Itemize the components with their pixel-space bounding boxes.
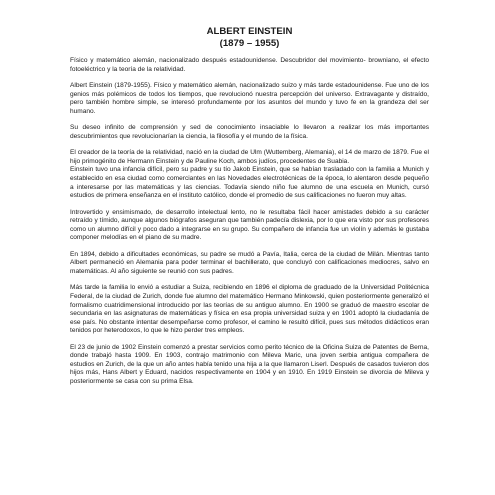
paragraph-character: Introvertido y ensimismado, de desarrollo intelectual lento, no le resultaba fácil hacer amistades debido a su carácter retraído y tímido, aunque algunos biógrafos aseguran que también padecía dislexia, por lo que era visto por sus profesores como un alumno difícil y poco dado a integrarse en su grupo. Su compañero de infancia fue un violín y además le gustaba componer melodías en el piano de su madre. xyxy=(70,208,429,242)
document-subtitle: (1879 – 1955) xyxy=(219,38,280,49)
paragraph-switzerland: Más tarde la familia lo envió a estudiar a Suiza, recibiendo en 1896 el diploma de graduado de la Universidad Politécnica Federal, de la ciudad de Zurich, donde fue alumno del matemático Hermano Minkowski, quien posteriormente generalizó el formalismo cuatridimensional introducido por las teorías de su antiguo alumno. En 1900 se graduó de maestro escolar de secundaria en las asignaturas de matemáticas y física en esa propia universidad suiza y en 1901 adoptó la ciudadanía de ese país. No obstante intentar desempeñarse como profesor, el camino le resultó difícil, pues sus métodos didácticos eran tenidos por heterodoxos, lo que le hizo perder tres empleos. xyxy=(70,284,429,335)
paragraph-desire: Su deseo infinito de comprensión y sed de conocimiento insaciable lo llevaron a realizar los más importantes descubrimientos que revolucionarían la ciencia, la filosofía y el mundo de la física. xyxy=(70,124,429,140)
paragraph-childhood: Einstein tuvo una infancia difícil, pero su padre y su tío Jakob Einstein, que se habían trasladado con la familia a Munich y establecido en esa ciudad como comerciantes en las Novedades electrotécnicas de la época, lo alentaron desde pequeño a interesarse por las matemáticas y las ciencias. Todavía siendo niño fue alumno de una escuela en Munich, cursó estudios de primera enseñanza en el instituto católico, donde el promedio de sus calificaciones no fueron muy altas. xyxy=(70,166,429,200)
paragraph-overview: Albert Einstein (1879-1955). Físico y matemático alemán, nacionalizado suizo y más tarde estadounidense. Fue uno de los genios más polémicos de todos los tiempos, que revolucionó nuestra percepción del universo. Extravagante y distraído, pero también hombre simple, se interesó profundamente por los asuntos del mundo y tuvo fe en la grandeza del ser humano. xyxy=(70,82,429,115)
document-title: ALBERT EINSTEIN xyxy=(206,26,293,37)
paragraph-birth: El creador de la teoría de la relatividad, nació en la ciudad de Ulm (Wuttemberg, Alemania), el 14 de marzo de 1879. Fue el hijo primogénito de Hermann Einstein y de Pauline Koch, ambos judíos, procedentes de Suabia. xyxy=(70,149,429,165)
paragraph-patent-office: El 23 de junio de 1902 Einstein comenzó a prestar servicios como perito técnico de la Oficina Suiza de Patentes de Berna, donde trabajó hasta 1909. En 1903, contrajo matrimonio con Mileva Maric, una joven serbia antigua compañera de estudios en Zurich, de la que un año antes había tenido una hija a la que llamaron Liserl. Después de casados tuvieron dos hijos más, Hans Albert y Eduard, nacidos respectivamente en 1904 y en 1910. En 1919 Einstein se divorcia de Mileva y posteriormente se casa con su prima Elsa. xyxy=(70,343,429,385)
paragraph-intro: Físico y matemático alemán, nacionalizado después estadounidense. Descubridor del movimiento- browniano, el efecto fotoeléctrico y la teoría de la relatividad. xyxy=(70,57,429,73)
paragraph-1894: En 1894, debido a dificultades económicas, su padre se mudó a Pavía, Italia, cerca de la ciudad de Milán. Mientras tanto Albert permaneció en Alemania para poder terminar el bachillerato, que concluyó con calificaciones mediocres, salvo en matemáticas. Al año siguiente se reunió con sus padres. xyxy=(70,250,429,275)
